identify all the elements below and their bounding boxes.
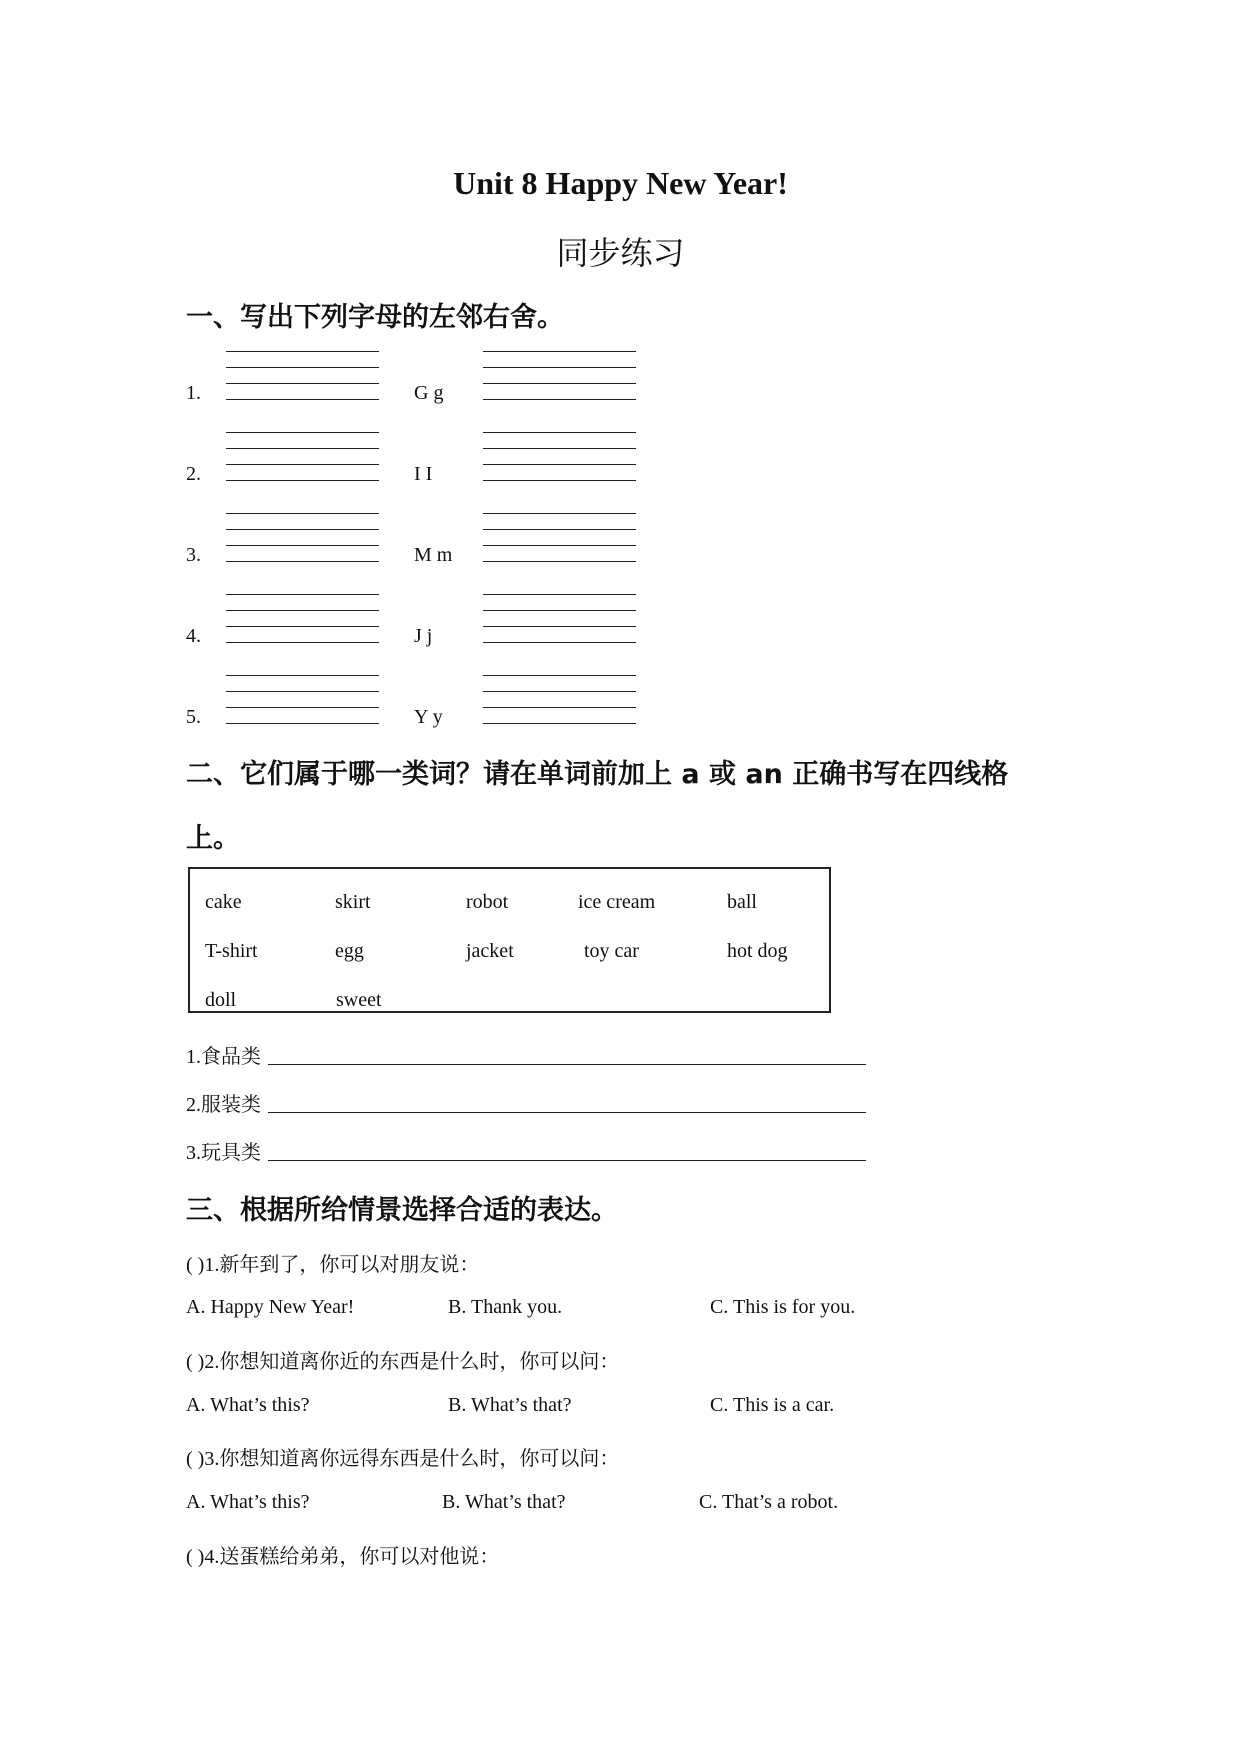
word-bank-item: toy car bbox=[584, 940, 639, 962]
writing-line-3-right[interactable] bbox=[483, 529, 636, 530]
worksheet-subtitle: 同步练习 bbox=[556, 234, 685, 272]
writing-line-5-left[interactable] bbox=[226, 691, 379, 692]
writing-line-5-right[interactable] bbox=[483, 675, 636, 676]
word-bank-item: sweet bbox=[336, 989, 382, 1011]
writing-line-1-right[interactable] bbox=[483, 383, 636, 384]
question-1-option-c[interactable]: C. This is for you. bbox=[710, 1296, 856, 1318]
writing-line-5-left[interactable] bbox=[226, 723, 379, 724]
word-bank-item: ice cream bbox=[578, 891, 656, 913]
writing-line-2-left[interactable] bbox=[226, 480, 379, 481]
section-2-heading-line2: 上。 bbox=[186, 823, 240, 854]
answer-line-toys[interactable] bbox=[268, 1160, 866, 1161]
word-bank-item: T-shirt bbox=[205, 940, 258, 962]
writing-line-3-left[interactable] bbox=[226, 529, 379, 530]
letter-item-number: 2. bbox=[186, 463, 201, 485]
writing-line-2-right[interactable] bbox=[483, 448, 636, 449]
question-1-option-a[interactable]: A. Happy New Year! bbox=[186, 1296, 355, 1318]
writing-line-3-right[interactable] bbox=[483, 545, 636, 546]
writing-line-2-left[interactable] bbox=[226, 448, 379, 449]
letter-pair: G g bbox=[414, 382, 444, 404]
writing-line-5-left[interactable] bbox=[226, 675, 379, 676]
writing-line-1-left[interactable] bbox=[226, 383, 379, 384]
category-food: 1.食品类 bbox=[186, 1046, 261, 1068]
writing-line-2-left[interactable] bbox=[226, 464, 379, 465]
question-2-option-a[interactable]: A. What’s this? bbox=[186, 1394, 310, 1416]
writing-line-3-left[interactable] bbox=[226, 545, 379, 546]
writing-line-3-left[interactable] bbox=[226, 513, 379, 514]
answer-line-clothing[interactable] bbox=[268, 1112, 866, 1113]
writing-line-4-left[interactable] bbox=[226, 642, 379, 643]
word-bank-item: doll bbox=[205, 989, 237, 1011]
letter-item-number: 1. bbox=[186, 382, 201, 404]
writing-line-4-right[interactable] bbox=[483, 642, 636, 643]
writing-line-2-right[interactable] bbox=[483, 432, 636, 433]
section-1-heading: 一、写出下列字母的左邻右舍。 bbox=[186, 302, 564, 333]
word-bank-item: hot dog bbox=[727, 940, 788, 962]
writing-line-4-left[interactable] bbox=[226, 626, 379, 627]
writing-line-1-left[interactable] bbox=[226, 351, 379, 352]
question-2-prompt: ( )2.你想知道离你近的东西是什么时，你可以问： bbox=[186, 1351, 620, 1373]
word-bank-item: egg bbox=[335, 940, 364, 962]
word-bank-box bbox=[188, 867, 831, 1013]
writing-line-4-right[interactable] bbox=[483, 626, 636, 627]
writing-line-5-right[interactable] bbox=[483, 707, 636, 708]
question-2-option-b[interactable]: B. What’s that? bbox=[448, 1394, 572, 1416]
worksheet-title: Unit 8 Happy New Year! bbox=[453, 165, 788, 201]
writing-line-4-right[interactable] bbox=[483, 594, 636, 595]
question-1-option-b[interactable]: B. Thank you. bbox=[448, 1296, 563, 1318]
question-3-prompt: ( )3.你想知道离你远得东西是什么时，你可以问： bbox=[186, 1448, 620, 1470]
letter-pair: Y y bbox=[414, 706, 443, 728]
question-3-option-a[interactable]: A. What’s this? bbox=[186, 1491, 310, 1513]
writing-line-4-right[interactable] bbox=[483, 610, 636, 611]
writing-line-5-right[interactable] bbox=[483, 691, 636, 692]
writing-line-1-right[interactable] bbox=[483, 399, 636, 400]
section-3-heading: 三、根据所给情景选择合适的表达。 bbox=[186, 1195, 618, 1226]
question-3-option-c[interactable]: C. That’s a robot. bbox=[699, 1491, 839, 1513]
category-clothing: 2.服装类 bbox=[186, 1094, 261, 1116]
word-bank-item: ball bbox=[727, 891, 757, 913]
writing-line-1-right[interactable] bbox=[483, 367, 636, 368]
writing-line-5-left[interactable] bbox=[226, 707, 379, 708]
word-bank-item: skirt bbox=[335, 891, 371, 913]
answer-line-food[interactable] bbox=[268, 1064, 866, 1065]
question-3-option-b[interactable]: B. What’s that? bbox=[442, 1491, 566, 1513]
writing-line-2-right[interactable] bbox=[483, 480, 636, 481]
category-toys: 3.玩具类 bbox=[186, 1142, 261, 1164]
writing-line-4-left[interactable] bbox=[226, 594, 379, 595]
writing-line-2-right[interactable] bbox=[483, 464, 636, 465]
writing-line-3-left[interactable] bbox=[226, 561, 379, 562]
letter-pair: J j bbox=[414, 625, 433, 647]
writing-line-1-left[interactable] bbox=[226, 399, 379, 400]
writing-line-3-right[interactable] bbox=[483, 513, 636, 514]
writing-line-2-left[interactable] bbox=[226, 432, 379, 433]
letter-item-number: 5. bbox=[186, 706, 201, 728]
writing-line-1-right[interactable] bbox=[483, 351, 636, 352]
writing-line-5-right[interactable] bbox=[483, 723, 636, 724]
section-2-heading-line1: 二、它们属于哪一类词？请在单词前加上 a 或 an 正确书写在四线格 bbox=[186, 759, 1009, 790]
question-1-prompt: ( )1.新年到了，你可以对朋友说： bbox=[186, 1254, 480, 1276]
question-2-option-c[interactable]: C. This is a car. bbox=[710, 1394, 835, 1416]
letter-item-number: 3. bbox=[186, 544, 201, 566]
word-bank-item: robot bbox=[466, 891, 509, 913]
letter-pair: M m bbox=[414, 544, 453, 566]
writing-line-4-left[interactable] bbox=[226, 610, 379, 611]
writing-line-1-left[interactable] bbox=[226, 367, 379, 368]
writing-line-3-right[interactable] bbox=[483, 561, 636, 562]
letter-item-number: 4. bbox=[186, 625, 201, 647]
question-4-prompt: ( )4.送蛋糕给弟弟，你可以对他说： bbox=[186, 1546, 500, 1568]
letter-pair: I I bbox=[414, 463, 433, 485]
word-bank-item: jacket bbox=[466, 940, 514, 962]
word-bank-item: cake bbox=[205, 891, 242, 913]
